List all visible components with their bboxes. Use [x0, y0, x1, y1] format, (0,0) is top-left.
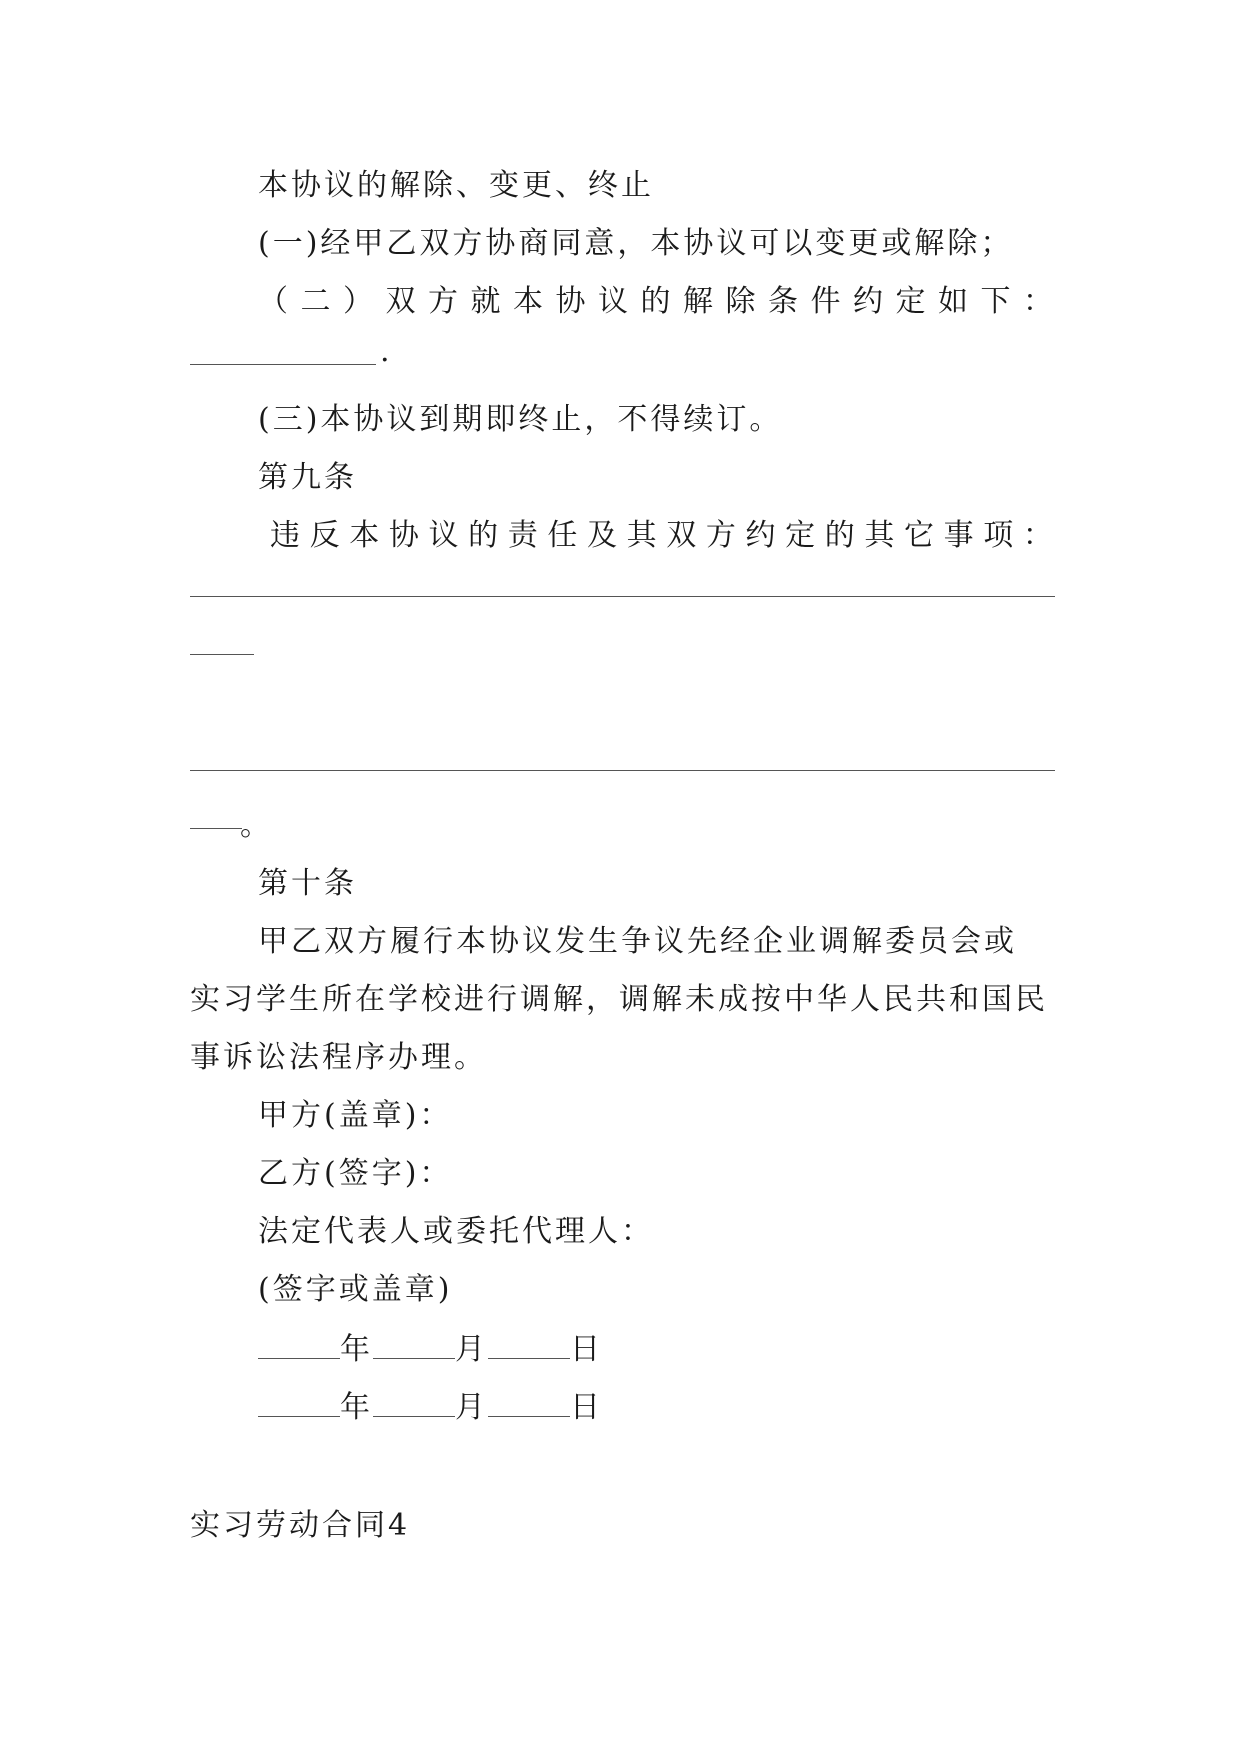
- char: ：: [1022, 518, 1053, 553]
- char: 方: [705, 518, 736, 553]
- char: 违: [270, 518, 300, 553]
- blank-rule: [190, 364, 376, 365]
- blank-rule: [190, 596, 1055, 597]
- date-line: [258, 1386, 603, 1428]
- year-label: 年: [340, 1332, 373, 1367]
- char: 本: [349, 518, 380, 553]
- month-label: 月: [455, 1390, 488, 1425]
- char: ）: [343, 284, 373, 319]
- char: （: [258, 284, 288, 319]
- char: ：: [1023, 284, 1053, 319]
- char: 它: [904, 518, 934, 553]
- blank-rule: [190, 770, 1055, 771]
- month-blank: [373, 1328, 455, 1359]
- char: 方: [428, 284, 458, 319]
- heading-termination: 本协议的解除、变更、终止: [258, 168, 654, 203]
- day-blank: [488, 1386, 570, 1417]
- char: 事: [943, 518, 974, 553]
- party-a-seal: 甲方(盖章)：: [258, 1098, 453, 1133]
- char: 条: [768, 284, 798, 319]
- day-label: 日: [570, 1332, 603, 1367]
- char: 其: [626, 518, 657, 553]
- char: 解: [683, 284, 713, 319]
- year-label: 年: [340, 1390, 373, 1425]
- char: 反: [309, 518, 340, 553]
- clause-1: (一)经甲乙双方协商同意，本协议可以变更或解除；: [258, 226, 1014, 261]
- char: 双: [666, 518, 697, 553]
- article-10-body: 甲乙双方履行本协议发生争议先经企业调解委员会或: [258, 924, 1017, 959]
- char: 其: [864, 518, 895, 553]
- char: 定: [785, 518, 816, 553]
- char: 议: [598, 284, 628, 319]
- char: 的: [468, 518, 499, 553]
- next-section-title: 实习劳动合同4: [190, 1508, 411, 1543]
- year-blank: [258, 1328, 340, 1359]
- blank-tail: 。: [240, 808, 273, 843]
- blank-rule: [190, 828, 242, 829]
- char: 任: [547, 518, 578, 553]
- party-b-sign: 乙方(签字)：: [258, 1156, 453, 1191]
- char: 下: [980, 284, 1011, 319]
- blank-rule: [190, 654, 254, 655]
- char: 定: [895, 284, 926, 319]
- char: 的: [824, 518, 855, 553]
- char: 责: [507, 518, 538, 553]
- sign-or-seal: (签字或盖章): [258, 1272, 453, 1307]
- day-blank: [488, 1328, 570, 1359]
- char: 约: [853, 284, 883, 319]
- char: 就: [470, 284, 501, 319]
- day-label: 日: [570, 1390, 603, 1425]
- article-10-title: 第十条: [258, 866, 357, 901]
- char: 约: [745, 518, 776, 553]
- char: 除: [725, 284, 756, 319]
- char: 协: [388, 518, 419, 553]
- legal-representative: 法定代表人或委托代理人：: [258, 1214, 654, 1249]
- month-label: 月: [455, 1332, 488, 1367]
- char: 的: [640, 284, 671, 319]
- char: 件: [810, 284, 841, 319]
- char: 及: [587, 518, 617, 553]
- char: 项: [983, 518, 1014, 553]
- year-blank: [258, 1386, 340, 1417]
- article-9-title: 第九条: [258, 460, 357, 495]
- char: 协: [555, 284, 586, 319]
- char: 本: [513, 284, 543, 319]
- char: 如: [938, 284, 968, 319]
- month-blank: [373, 1386, 455, 1417]
- char: 双: [385, 284, 416, 319]
- char: 二: [300, 284, 331, 319]
- blank-tail: .: [380, 334, 393, 369]
- article-10-body: 实习学生所在学校进行调解，调解未成按中华人民共和国民: [190, 982, 1048, 1017]
- char: 议: [428, 518, 459, 553]
- article-9-body: [270, 516, 1053, 556]
- clause-3: (三)本协议到期即终止，不得续订。: [258, 402, 783, 437]
- date-line: [258, 1328, 603, 1370]
- article-10-body: 事诉讼法程序办理。: [190, 1040, 487, 1075]
- clause-2: [258, 282, 1053, 322]
